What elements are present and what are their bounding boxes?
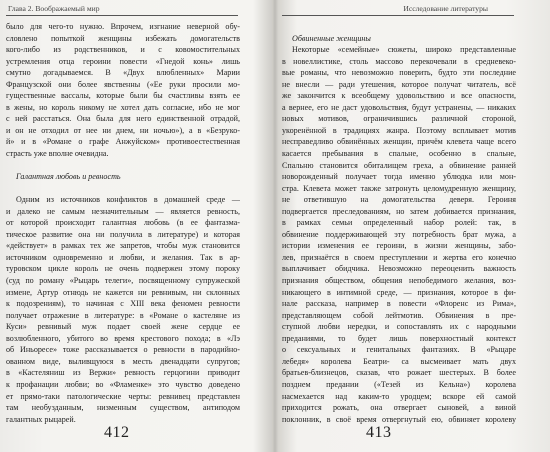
text-line: укоренённой в традициях жанра. Поэтому всплывает мотив [282, 125, 516, 135]
text-line: братьев-близнецов, сказав, что рожает шестерых. В более [282, 368, 516, 378]
text-line: получает отражение в литературе: в «Романе о кастеляне из [6, 310, 240, 320]
text-line: нале рассказа, например в повести «Флоренс из Рима», [282, 299, 516, 309]
text-line: в жены, но король никому не хотел дать согласие, ибо не мог [6, 102, 240, 112]
text-line: же закончится к всеобщему удовольствию и все опасности, [282, 91, 516, 101]
text-line: вые романы, что невозможно поверить, будто эти последние [282, 68, 516, 78]
text-line: измене, Артур отнюдь не кажется ни ревнивым, ни склонных [6, 287, 240, 297]
text-line: и далеко не самым незначительным — является ревность, [6, 206, 240, 216]
text-line: тическое развитие она ни получила в литературе) и которая [6, 229, 240, 239]
text-line: новорожденный получает тогда именно ублюдка или мон- [282, 172, 516, 182]
text-line: с ней расстаться. Она была для него единственной отрадой, [6, 114, 240, 124]
text-line: было для чего-то нужно. Впрочем, изгнание неверной обу- [6, 22, 240, 31]
text-line: к профанации любви; во «Фламенке» это чувство доведено [6, 379, 240, 389]
text-line: к подозрениям), то начиная с XIII века феномен ревности [6, 299, 240, 309]
text-line: лев, признаётся в своем преступлении и жертва его конечно [282, 252, 516, 262]
text-line: признания обществом, общения непобедимого желания, воз- [282, 276, 516, 286]
text-line: Спальню становится обиталищем греха, а обвинение ранней [282, 160, 516, 170]
text-line: ступной любви нередки, и сопоставлять их с народными [282, 322, 516, 332]
text-line: насмехается над каким-то уродцем; вскоре ей самой [282, 391, 516, 401]
text-line: возлюбленного, убитого во время крестового похода; в «Лэ [6, 333, 240, 343]
right-page [278, 0, 550, 452]
text-line: там необузданным, низменным существом, антиподом [6, 403, 240, 413]
text-line: представляющем собой лейтмотив. Обвинения в пре- [282, 310, 516, 320]
text-line: Одним из источников конфликтов в домашней среде — [16, 195, 240, 205]
text-line: (суд по роману «Рыцарь телеги», посвященному супружеской [6, 276, 240, 286]
text-line: стра. Клевета может также затронуть целомудренную женщину, [282, 183, 516, 193]
text-line: страсть уже вполне очевидна. [6, 149, 109, 159]
text-line: устремления отца героини повести «Гнедой конь» лишь [6, 56, 240, 66]
text-line: в «Кастеляниш из Вержи» ревность герцогини приводит [6, 368, 240, 378]
text-line: выплачивает обидчика. Невозможно переоценить важность [282, 264, 516, 274]
text-line: никающего в интимной среде, — признания, которое в фи- [282, 287, 516, 297]
text-line: источником одновременно и любви, и желания. Так в ар- [6, 252, 240, 262]
text-line: о сексуальных и генитальных фантазиях. В «Рыцаре [282, 345, 516, 355]
text-line: истории изменения ее героини, в жизни женщины, забо- [282, 241, 516, 251]
text-line: лебедя» королева Беатри- са высмеивает мать двух [282, 356, 516, 366]
section-title: Обвиненные женщины [292, 33, 371, 43]
text-line: «действует» в рамках тех же запретов, чтобы муж становится [6, 241, 240, 251]
right-page-number: 413 [366, 424, 392, 441]
paragraph-gap [6, 183, 240, 195]
text-line: не ответившую на домогательства деверя. Героиня [282, 195, 516, 205]
text-line: позднем предании («Тезей из Кельна») королева [282, 379, 516, 389]
text-line: ет прямо-таки патологические черты: ревнивец представлен [6, 391, 240, 401]
text-line: несправедливо обвинённых женщин, причём клевета чаще всего [282, 137, 516, 147]
text-line: от которой происходит галантная любовь (в ее фантазма- [6, 218, 240, 228]
text-line: и он не отходил от нее ни днем, ни ночью»), а в «Безруко- [6, 125, 240, 135]
text-line: а вернее, его не даст удовольствия, будут устранены, — никаких [282, 102, 516, 112]
text-line: Французской они более явственны («Ее руки просили мо- [6, 79, 240, 89]
text-line: поклонник, в своё время отвергнутый ею, обвиняет королеву [282, 414, 516, 424]
text-line: кого-либо из родственников, и с ковомостительных [6, 45, 240, 55]
text-line: преданиями, то будет лишь поверхностный контекст [282, 333, 516, 343]
right-running-head: Исследование литературы [403, 4, 488, 13]
paragraph-gap [6, 160, 240, 172]
section-title: Галантная любовь и ревность [16, 172, 121, 182]
text-line: в рамках семьи определенный набор ролей: так, в [282, 218, 516, 228]
left-page-number: 412 [104, 424, 130, 441]
text-line: в новеллистике, столь массово перекочевали в средневеко- [282, 56, 516, 66]
left-running-head: Глава 2. Воображаемый мир [8, 4, 100, 13]
text-line: туровском цикле король не очень подвержен этому пороку [6, 264, 240, 274]
text-line: новых мотивов, ограничившись различной стороной, [282, 114, 516, 124]
right-body-text [282, 21, 516, 425]
text-line: подвергается преследованиям, но затем добивается признания, [282, 206, 516, 216]
text-line: об Иньоресе» тоже рассказывается о ревности в пародийно- [6, 345, 240, 355]
left-page [0, 0, 272, 452]
text-line: касается пребывания в спальне, особенно в спальне, [282, 149, 516, 159]
text-line: галантных рыцарей. [6, 414, 76, 424]
right-head-rule [282, 15, 514, 16]
text-line: гущественные вассалы, которые были бы счастливы взять ее [6, 91, 240, 101]
text-line: словлено попыткой женщины избежать домогательств [6, 33, 240, 43]
left-body-text [6, 21, 240, 425]
text-line: й» и в «Романе о графе Анжуйском» противоестественная [6, 137, 240, 147]
text-line: Куси» ревнивый муж подает своей жене сердце ее [6, 322, 240, 332]
text-line: не внесли — ради утешения, которое получат читатель, всё [282, 79, 516, 89]
text-line: смутно догадываемся. В «Двух влюбленных» Марии [6, 68, 240, 78]
left-head-rule [6, 15, 238, 16]
paragraph-gap [282, 21, 516, 33]
text-line: ованном виде, выливщуюся в месть двенадцати супругов; [6, 356, 240, 366]
text-line: обвинение поддерживающей эту потребность брат мужа, а [282, 229, 516, 239]
text-line: Некоторые «семейные» сюжеты, широко представленные [292, 45, 516, 55]
text-line: приходится рожать, она отвергает сыновей, а виной [282, 403, 516, 413]
